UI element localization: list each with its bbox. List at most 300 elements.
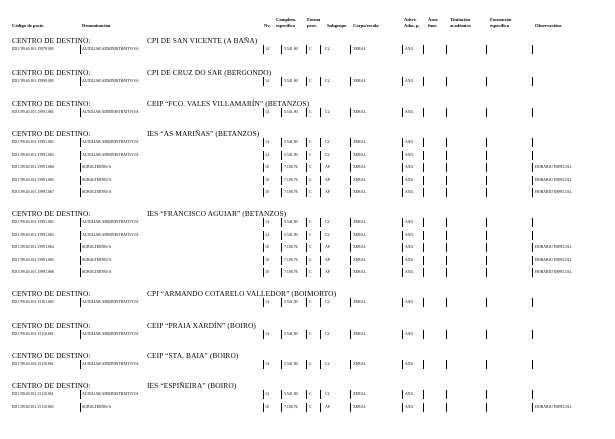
cell-nivel: 14 <box>265 300 269 304</box>
column-divider <box>320 188 321 197</box>
column-divider <box>263 108 264 117</box>
column-divider <box>306 108 307 117</box>
column-divider <box>263 151 264 160</box>
column-divider <box>532 256 533 265</box>
column-divider <box>402 108 403 117</box>
column-divider <box>80 231 81 240</box>
column-divider <box>80 138 81 147</box>
cell-corpo: XERAL <box>353 110 366 114</box>
column-divider <box>532 77 533 86</box>
column-divider <box>486 360 487 369</box>
column-divider <box>402 390 403 399</box>
column-divider <box>263 403 264 412</box>
centro-heading <box>12 99 310 108</box>
cell-complemento: 5.541,90 <box>284 140 298 144</box>
cell-adscr: AXG <box>405 245 414 249</box>
centro-label: CENTRO DE DESTINO: <box>12 209 91 218</box>
column-divider <box>446 176 447 185</box>
cell-denominacion: AUXILIAR ADMINISTRATIVO/A <box>82 110 139 114</box>
cell-forma: C <box>309 79 312 83</box>
column-divider <box>281 138 282 147</box>
column-divider <box>263 138 264 147</box>
cell-codigo: ED.C99.40.101.15110.065 <box>12 404 54 409</box>
cell-forma: C <box>309 47 312 51</box>
centro-name: CEIP “PRAIA XARDÍN” (BOIRO) <box>147 321 256 330</box>
cell-adscr: AXG <box>405 190 414 194</box>
column-divider <box>306 268 307 277</box>
header-titulacion-line1: Titulación <box>450 17 471 22</box>
cell-subgrupo: C2 <box>325 392 330 396</box>
cell-observacions: HORARIO ESPECIAL <box>535 245 572 249</box>
cell-nivel: 14 <box>265 140 269 144</box>
column-divider <box>532 151 533 160</box>
cell-observacions: HORARIO ESPECIAL <box>535 270 572 274</box>
centro-heading <box>12 68 272 77</box>
cell-subgrupo: AP <box>325 165 330 169</box>
column-divider <box>446 218 447 227</box>
column-divider <box>446 151 447 160</box>
cell-corpo: XERAL <box>353 362 366 366</box>
header-complemento-line1: Complem. <box>276 17 297 22</box>
column-divider <box>281 77 282 86</box>
column-divider <box>263 330 264 339</box>
table-row <box>0 77 615 86</box>
header-adscr-line1: Adscr. <box>404 17 417 22</box>
column-divider <box>423 403 424 412</box>
cell-complemento: 7.100,76 <box>284 190 298 194</box>
column-divider <box>532 163 533 172</box>
table-row <box>0 330 615 339</box>
column-divider <box>306 330 307 339</box>
cell-codigo: ED.C99.40.101.15991.067 <box>12 190 54 194</box>
column-divider <box>281 218 282 227</box>
header-forma-line2: prov. <box>307 23 317 28</box>
cell-nivel: 14 <box>265 47 269 51</box>
cell-corpo: XERAL <box>353 392 366 396</box>
cell-forma: C <box>309 300 312 304</box>
cell-corpo: XERAL <box>353 79 366 83</box>
column-divider <box>306 360 307 369</box>
column-divider <box>320 218 321 227</box>
cell-codigo: ED.C99.40.101.15991.062 <box>12 232 54 237</box>
table-row <box>0 108 615 117</box>
column-divider <box>532 330 533 339</box>
cell-codigo: ED.C99.40.101.15999.065 <box>12 79 54 83</box>
centro-label: CENTRO DE DESTINO: <box>12 321 91 330</box>
column-divider <box>350 231 351 240</box>
column-divider <box>350 330 351 339</box>
cell-forma: C <box>309 257 312 262</box>
column-divider <box>320 108 321 117</box>
cell-denominacion: SUBALTERNO/A <box>82 165 112 169</box>
table-row <box>0 268 615 277</box>
column-divider <box>281 243 282 252</box>
column-divider <box>486 163 487 172</box>
cell-corpo: XERAL <box>353 47 366 51</box>
column-divider <box>423 176 424 185</box>
cell-adscr: AXG <box>405 79 414 83</box>
column-divider <box>402 138 403 147</box>
cell-codigo: ED.C99.40.101.15991.061 <box>12 220 54 224</box>
cell-complemento: 5.541,90 <box>284 332 298 336</box>
column-divider <box>263 268 264 277</box>
column-divider <box>446 390 447 399</box>
column-divider <box>350 298 351 307</box>
column-divider <box>446 188 447 197</box>
column-divider <box>402 77 403 86</box>
cell-nivel: 14 <box>265 232 269 237</box>
cell-corpo: XERAL <box>353 257 366 262</box>
column-divider <box>446 360 447 369</box>
column-divider <box>350 256 351 265</box>
column-divider <box>306 218 307 227</box>
cell-nivel: 10 <box>265 270 269 274</box>
column-divider <box>281 268 282 277</box>
column-divider <box>486 138 487 147</box>
cell-denominacion: AUXILIAR ADMINISTRATIVO/A <box>82 152 139 157</box>
centro-heading <box>12 321 256 330</box>
column-divider <box>350 151 351 160</box>
column-divider <box>263 218 264 227</box>
centro-label: CENTRO DE DESTINO: <box>12 68 91 77</box>
column-divider <box>263 256 264 265</box>
cell-nivel: 14 <box>265 152 269 157</box>
cell-corpo: XERAL <box>353 300 366 304</box>
column-divider <box>306 403 307 412</box>
column-divider <box>320 256 321 265</box>
cell-nivel: 14 <box>265 392 269 396</box>
column-divider <box>263 243 264 252</box>
cell-subgrupo: C2 <box>325 300 330 304</box>
cell-corpo: XERAL <box>353 332 366 336</box>
column-divider <box>306 256 307 265</box>
column-divider <box>320 151 321 160</box>
cell-complemento: 5.541,90 <box>284 79 298 83</box>
cell-subgrupo: C2 <box>325 332 330 336</box>
column-divider <box>486 108 487 117</box>
column-divider <box>532 231 533 240</box>
column-divider <box>423 298 424 307</box>
column-divider <box>402 360 403 369</box>
header-formacion-line1: Formación <box>490 17 512 22</box>
column-divider <box>80 390 81 399</box>
column-divider <box>306 231 307 240</box>
column-divider <box>532 298 533 307</box>
cell-forma: C <box>309 362 312 366</box>
cell-corpo: XERAL <box>353 270 366 274</box>
header-forma-line1: Forma <box>307 17 321 22</box>
column-divider <box>486 390 487 399</box>
cell-codigo: ED.C99.40.101.15110.061 <box>12 392 54 396</box>
header-subgrupo: Subgrupo <box>327 23 347 28</box>
column-divider <box>80 188 81 197</box>
cell-adscr: AXG <box>405 300 414 304</box>
column-divider <box>423 218 424 227</box>
column-divider <box>423 231 424 240</box>
cell-nivel: 14 <box>265 362 269 366</box>
column-divider <box>80 218 81 227</box>
cell-codigo: ED.C99.40.101.15991.064 <box>12 245 54 249</box>
cell-denominacion: AUXILIAR ADMINISTRATIVO/A <box>82 79 139 83</box>
column-divider <box>486 256 487 265</box>
column-divider <box>263 176 264 185</box>
column-divider <box>423 188 424 197</box>
centro-label: CENTRO DE DESTINO: <box>12 381 91 390</box>
cell-codigo: ED.C99.40.101.15991.061 <box>12 140 54 144</box>
column-divider <box>263 77 264 86</box>
column-divider <box>423 330 424 339</box>
column-divider <box>402 163 403 172</box>
column-divider <box>402 151 403 160</box>
cell-adscr: AXG <box>405 232 414 237</box>
table-row <box>0 360 615 369</box>
column-divider <box>263 298 264 307</box>
table-row <box>0 138 615 147</box>
column-divider <box>532 176 533 185</box>
column-divider <box>320 77 321 86</box>
column-divider <box>80 268 81 277</box>
column-divider <box>423 108 424 117</box>
column-divider <box>532 45 533 54</box>
cell-adscr: AXG <box>405 110 414 114</box>
column-divider <box>320 390 321 399</box>
column-divider <box>263 231 264 240</box>
column-divider <box>80 330 81 339</box>
column-divider <box>350 45 351 54</box>
cell-adscr: AXG <box>405 332 414 336</box>
centro-name: CPI DE SAN VICENTE (A BAÑA) <box>147 36 258 45</box>
cell-denominacion: AUXILIAR ADMINISTRATIVO/A <box>82 362 139 366</box>
column-divider <box>402 256 403 265</box>
table-row <box>0 243 615 252</box>
column-divider <box>486 188 487 197</box>
column-divider <box>320 403 321 412</box>
cell-observacions: HORARIO ESPECIAL <box>535 165 572 169</box>
table-row <box>0 45 615 54</box>
column-divider <box>486 403 487 412</box>
cell-denominacion: SUBALTERNO/A <box>82 177 112 182</box>
cell-adscr: AXG <box>405 177 414 182</box>
header-corpo: Corpo/escala <box>353 23 379 28</box>
column-divider <box>80 256 81 265</box>
cell-adscr: AXG <box>405 152 414 157</box>
cell-denominacion: AUXILIAR ADMINISTRATIVO/A <box>82 300 139 304</box>
cell-complemento: 5.541,90 <box>284 110 298 114</box>
column-divider <box>423 151 424 160</box>
cell-codigo: ED.C99.40.101.15110.061 <box>12 332 54 336</box>
column-divider <box>350 108 351 117</box>
column-divider <box>306 176 307 185</box>
column-divider <box>350 390 351 399</box>
column-divider <box>446 163 447 172</box>
column-divider <box>350 163 351 172</box>
column-divider <box>486 151 487 160</box>
column-divider <box>80 403 81 412</box>
column-divider <box>446 138 447 147</box>
column-divider <box>263 45 264 54</box>
column-divider <box>402 188 403 197</box>
column-divider <box>281 390 282 399</box>
cell-codigo: ED.C99.40.101.15991.066 <box>12 165 54 169</box>
header-formacion-line2: específica <box>490 23 509 28</box>
column-divider <box>320 298 321 307</box>
column-divider <box>263 390 264 399</box>
cell-nivel: 10 <box>265 404 269 409</box>
cell-forma: C <box>309 165 312 169</box>
column-divider <box>263 360 264 369</box>
table-row <box>0 218 615 227</box>
column-divider <box>320 176 321 185</box>
column-divider <box>320 330 321 339</box>
cell-forma: C <box>309 232 312 237</box>
cell-nivel: 10 <box>265 190 269 194</box>
cell-codigo: ED.C99.40.102.15110.061 <box>12 362 54 366</box>
table-row <box>0 256 615 265</box>
column-divider <box>320 243 321 252</box>
column-divider <box>532 138 533 147</box>
column-divider <box>306 45 307 54</box>
column-divider <box>486 268 487 277</box>
cell-complemento: 5.541,90 <box>284 220 298 224</box>
cell-denominacion: SUBALTERNO/A <box>82 270 112 274</box>
cell-subgrupo: C2 <box>325 220 330 224</box>
cell-codigo: ED.C99.40.101.15991.065 <box>12 177 54 182</box>
column-divider <box>350 176 351 185</box>
cell-subgrupo: C2 <box>325 110 330 114</box>
cell-complemento: 5.541,90 <box>284 232 298 237</box>
column-divider <box>320 45 321 54</box>
cell-codigo: ED.C99.40.101.15991.062 <box>12 152 54 157</box>
column-divider <box>281 231 282 240</box>
table-row <box>0 188 615 197</box>
cell-forma: C <box>309 220 312 224</box>
cell-forma: C <box>309 190 312 194</box>
cell-adscr: AXG <box>405 220 414 224</box>
centro-name: CEIP “FCO. VALES VILLAMARÍN” (BETANZOS) <box>147 99 310 108</box>
column-divider <box>320 138 321 147</box>
column-divider <box>281 360 282 369</box>
cell-forma: C <box>309 177 312 182</box>
column-divider <box>423 360 424 369</box>
cell-corpo: XERAL <box>353 165 366 169</box>
column-divider <box>350 77 351 86</box>
centro-label: CENTRO DE DESTINO: <box>12 129 91 138</box>
header-nivel: Nv. <box>264 23 271 28</box>
column-divider <box>320 268 321 277</box>
table-row <box>0 163 615 172</box>
column-divider <box>306 298 307 307</box>
column-divider <box>486 45 487 54</box>
column-divider <box>350 360 351 369</box>
column-divider <box>402 243 403 252</box>
cell-denominacion: SUBALTERNO/A <box>82 245 112 249</box>
column-divider <box>486 243 487 252</box>
column-divider <box>423 138 424 147</box>
column-divider <box>281 151 282 160</box>
column-divider <box>80 298 81 307</box>
cell-forma: C <box>309 140 312 144</box>
table-row <box>0 231 615 240</box>
column-divider <box>80 243 81 252</box>
cell-subgrupo: C2 <box>325 362 330 366</box>
cell-nivel: 10 <box>265 177 269 182</box>
column-divider <box>532 218 533 227</box>
column-divider <box>306 151 307 160</box>
cell-subgrupo: AP <box>325 404 330 409</box>
column-divider <box>281 163 282 172</box>
header-titulacion-line2: académica <box>450 23 471 28</box>
column-divider <box>402 298 403 307</box>
column-divider <box>281 188 282 197</box>
cell-codigo: ED.C99.40.101.15991.065 <box>12 257 54 262</box>
column-divider <box>446 108 447 117</box>
column-divider <box>402 231 403 240</box>
cell-denominacion: SUBALTERNO/A <box>82 257 112 262</box>
column-divider <box>446 330 447 339</box>
centro-label: CENTRO DE DESTINO: <box>12 36 91 45</box>
column-divider <box>306 163 307 172</box>
cell-nivel: 14 <box>265 110 269 114</box>
column-divider <box>446 256 447 265</box>
cell-denominacion: AUXILIAR ADMINISTRATIVO/A <box>82 332 139 336</box>
cell-forma: C <box>309 332 312 336</box>
table-row <box>0 390 615 399</box>
cell-subgrupo: AP <box>325 257 330 262</box>
column-divider <box>320 163 321 172</box>
cell-complemento: 5.541,90 <box>284 362 298 366</box>
centro-heading <box>12 381 237 390</box>
centro-name: CPI DE CRUZ DO SAR (BERGONDO) <box>147 68 272 77</box>
centro-label: CENTRO DE DESTINO: <box>12 289 91 298</box>
cell-corpo: XERAL <box>353 404 366 409</box>
cell-forma: C <box>309 110 312 114</box>
cell-subgrupo: AP <box>325 177 330 182</box>
cell-subgrupo: AP <box>325 270 330 274</box>
column-divider <box>402 403 403 412</box>
column-divider <box>486 231 487 240</box>
column-divider <box>80 360 81 369</box>
column-divider <box>350 268 351 277</box>
cell-corpo: XERAL <box>353 152 366 157</box>
column-divider <box>532 188 533 197</box>
column-divider <box>320 231 321 240</box>
cell-adscr: AXG <box>405 362 414 366</box>
header-complemento-line2: específico <box>276 23 295 28</box>
column-divider <box>532 243 533 252</box>
cell-forma: C <box>309 392 312 396</box>
column-divider <box>446 403 447 412</box>
cell-denominacion: SUBALTERNO/A <box>82 404 112 409</box>
cell-denominacion: AUXILIAR ADMINISTRATIVO/A <box>82 47 139 51</box>
column-divider <box>402 218 403 227</box>
cell-denominacion: AUXILIAR ADMINISTRATIVO/A <box>82 220 139 224</box>
centro-name: IES “AS MARIÑAS” (BETANZOS) <box>147 129 260 138</box>
column-divider <box>80 151 81 160</box>
column-divider <box>423 243 424 252</box>
column-divider <box>446 45 447 54</box>
column-divider <box>486 176 487 185</box>
cell-complemento: 5.541,90 <box>284 152 298 157</box>
cell-nivel: 14 <box>265 332 269 336</box>
column-divider <box>281 176 282 185</box>
column-divider <box>306 188 307 197</box>
column-divider <box>402 268 403 277</box>
cell-corpo: XERAL <box>353 232 366 237</box>
cell-observacions: HORARIO ESPECIAL <box>535 190 572 194</box>
cell-adscr: AXG <box>405 404 414 409</box>
column-divider <box>486 218 487 227</box>
cell-observacions: HORARIO ESPECIAL <box>535 257 572 262</box>
